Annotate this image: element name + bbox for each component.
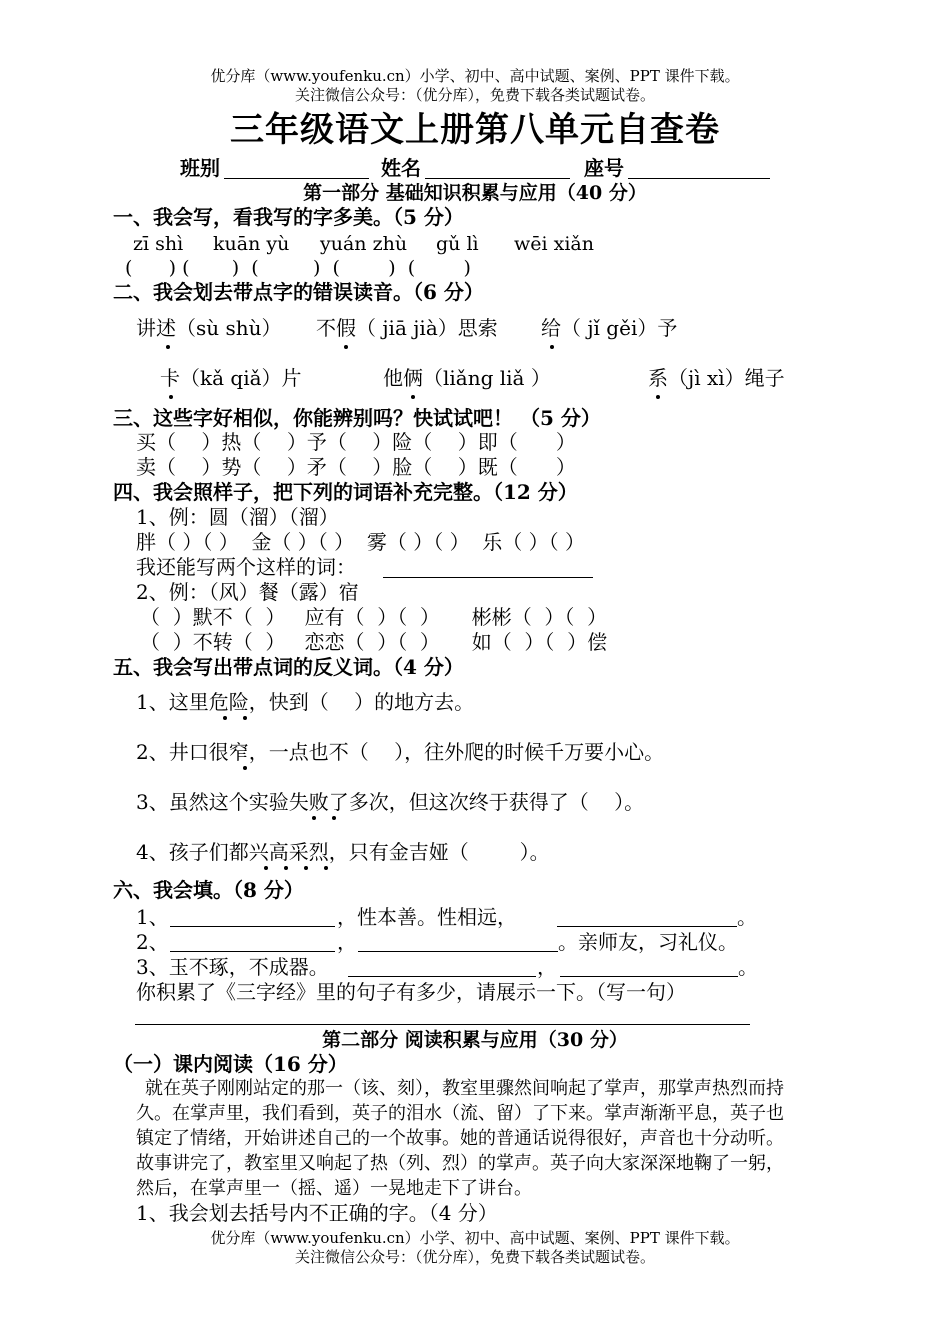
q2-item-1[interactable]: 讲述（sù shù） <box>136 316 282 340</box>
q4-more-words: 我还能写两个这样的词： <box>136 555 356 579</box>
footer-line-1: 优分库（www.youfenku.cn）小学、初中、高中试题、案例、PPT 课件下载。 <box>210 1229 740 1247</box>
q6-l1-num: 1、 <box>136 905 169 929</box>
part2-title: 第二部分 阅读积累与应用（30 分） <box>322 1029 628 1051</box>
class-blank[interactable] <box>224 178 369 179</box>
class-label: 班别 <box>180 156 220 180</box>
q4-row-1[interactable]: 胖（ ）（ ） 金（ ）（ ） 雾（ ）（ ） 乐（ ）（ ） <box>136 530 586 554</box>
q4-row-3[interactable]: （ ）不转（ ） 恋恋（ ）（ ） 如（ ）（ ）偿 <box>140 630 608 654</box>
reading-line-2: 久。在掌声里，我们看到，英子的泪水（流、留）了下来。掌声渐渐平息，英子也 <box>136 1103 784 1124</box>
q2-item-5[interactable]: 他俩（liǎng liǎ ） <box>383 366 551 390</box>
q2-title: 二、我会划去带点字的错误读音。（6 分） <box>113 280 484 304</box>
seat-blank[interactable] <box>628 178 770 179</box>
q2-item-2[interactable]: 不假（ jiā jià）思索 <box>316 316 498 340</box>
q1-answer-blanks[interactable]: ( ) ( ) ( ) ( ) ( ) <box>125 257 471 279</box>
q1-pinyin-1: zī shì <box>133 233 184 255</box>
q3-title: 三、这些字好相似，你能辨别吗？快试试吧！ （5 分） <box>113 406 601 430</box>
q5-title: 五、我会写出带点词的反义词。（4 分） <box>113 655 464 679</box>
q5-item-1[interactable]: 1、这里危险，快到（ ）的地方去。 <box>136 690 475 714</box>
q4-title: 四、我会照样子，把下列的词语补充完整。（12 分） <box>113 480 578 504</box>
emphasis-dot <box>304 866 308 870</box>
footer-line-2: 关注微信公众号：（优分库），免费下载各类试题试卷。 <box>294 1248 655 1266</box>
reading-subtitle: （一）课内阅读（16 分） <box>113 1052 348 1076</box>
q4-row-2[interactable]: （ ）默不（ ） 应有（ ）（ ） 彬彬（ ）（ ） <box>140 605 608 629</box>
reading-line-3: 镇定了情绪，开始讲述自己的一个故事。她的普通话说得很好，声音也十分动听。 <box>136 1128 784 1149</box>
emphasis-dot <box>169 395 173 399</box>
emphasis-dot <box>264 866 268 870</box>
q5-item-4[interactable]: 4、孩子们都兴高采烈，只有金吉娅（ ）。 <box>136 840 550 864</box>
emphasis-dot <box>324 866 328 870</box>
q1-pinyin-4: gǔ lì <box>436 233 479 255</box>
emphasis-dot <box>312 816 316 820</box>
q3-row-1[interactable]: 买（ ）热（ ）予（ ）险（ ）即（ ） <box>136 430 576 454</box>
reading-q1: 1、我会划去括号内不正确的字。（4 分） <box>136 1201 498 1225</box>
emphasis-dot <box>243 716 247 720</box>
q1-pinyin-5: wēi xiǎn <box>514 233 594 255</box>
emphasis-dot <box>243 766 247 770</box>
q6-blank[interactable] <box>358 951 558 952</box>
name-blank[interactable] <box>425 178 570 179</box>
q6-l1-text: ，性本善。性相远， <box>337 905 517 929</box>
q2-item-3[interactable]: 给（ jǐ gěi）予 <box>541 316 678 340</box>
q6-l3-comma: ， <box>537 955 557 979</box>
q6-blank[interactable] <box>348 976 536 977</box>
emphasis-dot <box>284 866 288 870</box>
reading-line-5: 然后，在掌声里一（摇、遥）一晃地走下了讲台。 <box>136 1178 532 1199</box>
q3-row-2[interactable]: 卖（ ）势（ ）矛（ ）脸（ ）既（ ） <box>136 455 576 479</box>
q6-blank[interactable] <box>560 976 738 977</box>
q6-title: 六、我会填。（8 分） <box>113 878 304 902</box>
q4-example-2: 2、例：（风）餐（露）宿 <box>136 580 359 604</box>
q6-blank[interactable] <box>557 926 737 927</box>
q2-item-4[interactable]: 卡（kǎ qiǎ）片 <box>160 366 302 390</box>
q1-pinyin-2: kuān yù <box>213 233 290 255</box>
q4-more-blank[interactable] <box>383 577 593 578</box>
q6-l3-text: 3、玉不琢，不成器。 <box>136 955 329 979</box>
reading-line-4: 故事讲完了，教室里又响起了热（列、烈）的掌声。英子向大家深深地鞠了一躬， <box>136 1153 784 1174</box>
emphasis-dot <box>411 395 415 399</box>
emphasis-dot <box>656 395 660 399</box>
emphasis-dot <box>223 716 227 720</box>
q6-l2-num: 2、 <box>136 930 169 954</box>
name-label: 姓名 <box>381 156 421 180</box>
q6-l2-comma: ， <box>337 930 357 954</box>
emphasis-dot <box>550 345 554 349</box>
header-line-1: 优分库（www.youfenku.cn）小学、初中、高中试题、案例、PPT 课件下载。 <box>210 67 740 85</box>
q6-l4-text: 你积累了《三字经》里的句子有多少，请展示一下。（写一句） <box>136 980 686 1004</box>
reading-line-1: 就在英子刚刚站定的那一（该、刻），教室里骤然间响起了掌声，那掌声热烈而持 <box>145 1078 784 1099</box>
q6-answer-line[interactable] <box>135 1024 750 1025</box>
q1-pinyin-3: yuán zhù <box>320 233 408 255</box>
part1-title: 第一部分 基础知识积累与应用（40 分） <box>303 182 647 204</box>
emphasis-dot <box>332 816 336 820</box>
q6-blank[interactable] <box>170 951 335 952</box>
emphasis-dot <box>344 345 348 349</box>
q6-blank[interactable] <box>170 926 335 927</box>
emphasis-dot <box>166 345 170 349</box>
q6-l3-end: 。 <box>738 955 758 979</box>
q4-example-1: 1、例：圆（溜）（溜） <box>136 505 339 529</box>
header-line-2: 关注微信公众号：（优分库），免费下载各类试题试卷。 <box>294 86 655 104</box>
q5-item-3[interactable]: 3、虽然这个实验失败了多次，但这次终于获得了（ ）。 <box>136 790 645 814</box>
page-title: 三年级语文上册第八单元自查卷 <box>230 110 720 150</box>
q1-title: 一、我会写，看我写的字多美。（5 分） <box>113 205 464 229</box>
q2-item-6[interactable]: 系（jì xì）绳子 <box>648 366 785 390</box>
seat-label: 座号 <box>584 156 624 180</box>
q6-l2-text: 。亲师友，习礼仪。 <box>558 930 738 954</box>
q6-l1-end: 。 <box>737 905 757 929</box>
q5-item-2[interactable]: 2、井口很窄，一点也不（ ），往外爬的时候千万要小心。 <box>136 740 665 764</box>
